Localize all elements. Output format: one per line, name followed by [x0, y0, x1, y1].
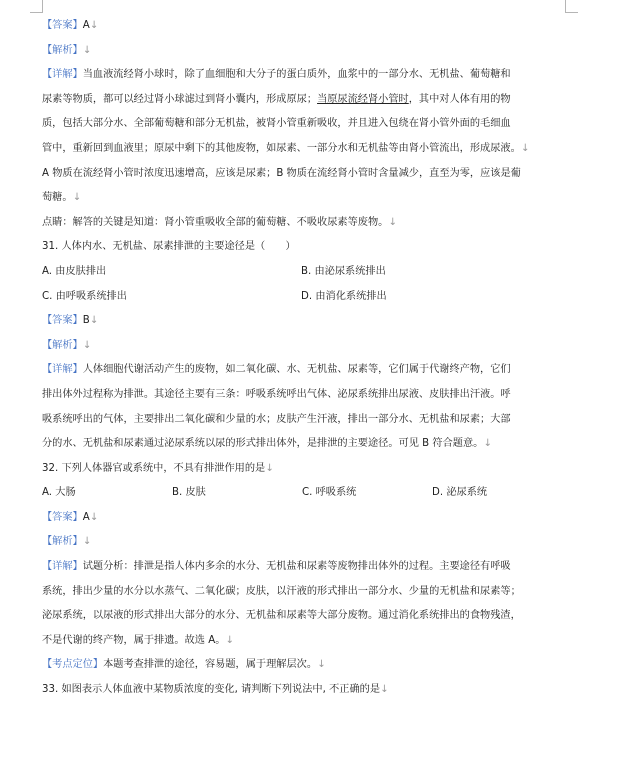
paragraph-line [42, 88, 570, 113]
paragraph-mark: ↓ [265, 462, 274, 474]
detail-line [42, 555, 570, 580]
analysis-line [42, 530, 570, 555]
paragraph-line [42, 629, 570, 654]
paragraph-mark: ↓ [72, 192, 82, 204]
page-corner-mark-top-right [565, 0, 578, 13]
paragraph-line: 质，包括大部分水、全部葡萄糖和部分无机盐，被肾小管重新吸收，并且进入包绕在肾小管外面的毛细血 [42, 118, 511, 130]
detail-tag: 【详解】 [42, 364, 83, 376]
paragraph-mark: ↓ [317, 659, 326, 671]
paragraph-line: 系统，排出少量的水分以水蒸气、二氧化碳；皮肤，以汗液的形式排出一部分水、少量的无机盐和尿素等； [42, 585, 521, 597]
paragraph-line [42, 432, 570, 457]
detail-line [42, 358, 570, 383]
analysis-line [42, 39, 570, 64]
text-segment: 萄糖。 [42, 192, 73, 204]
question-32-stem [42, 457, 570, 482]
analysis-line [42, 334, 570, 359]
question-31-stem: 31. 人体内水、无机盐、尿素排泄的主要途径是（ ） [42, 241, 296, 253]
answer-value: B [82, 315, 90, 327]
paragraph-mark: ↓ [483, 438, 492, 450]
paragraph-line [42, 186, 570, 211]
paragraph-line: 吸系统呼出的气体，主要排出二氧化碳和少量的水；皮肤产生汗液，排出一部分水、无机盐和尿素；大部 [42, 413, 511, 425]
answer-tag: 【答案】 [42, 511, 83, 523]
answer-tag: 【答案】 [42, 20, 83, 31]
paragraph-mark: ↓ [89, 315, 99, 327]
paragraph-mark: ↓ [380, 684, 389, 696]
text-segment: 分的水、无机盐和尿素通过泌尿系统以尿的形式排出体外，是排泄的主要途径。可见 B 符合题意。 [42, 438, 484, 450]
option-b: B. 由泌尿系统排出 [301, 265, 386, 277]
detail-text: 人体细胞代谢活动产生的废物，如二氧化碳、水、无机盐、尿素等，它们属于代谢终产物，它们 [82, 364, 511, 376]
paragraph-mark: ↓ [225, 634, 234, 646]
answer-line [42, 506, 570, 531]
answer-tag: 【答案】 [42, 315, 83, 327]
question-32-options [42, 481, 570, 506]
text-segment: 不是代谢的终产物，属于排遗。故选 A。 [42, 634, 226, 646]
answer-line [42, 309, 570, 334]
option-b: B. 皮肤 [172, 487, 206, 499]
page-corner-mark-top-left [30, 0, 43, 13]
test-point-text: 本题考查排泄的途径，容易题，属于理解层次。 [103, 659, 318, 671]
detail-tag: 【详解】 [42, 561, 83, 573]
question-31-options-row-1 [42, 260, 570, 285]
paragraph-mark: ↓ [89, 511, 99, 523]
option-a: A. 由皮肤排出 [42, 265, 107, 277]
answer-value: A [82, 20, 90, 31]
underlined-text: 当原尿流经肾小管时 [317, 93, 409, 105]
question-text: 32. 下列人体器官或系统中，不具有排泄作用的是 [42, 462, 266, 474]
question-31-options-row-2 [42, 285, 570, 310]
detail-line [42, 63, 570, 88]
question-text: 33. 如图表示人体血液中某物质浓度的变化, 请判断下列说法中, 不正确的是 [42, 684, 381, 696]
paragraph-line [42, 137, 570, 162]
paragraph-mark: ↓ [388, 216, 397, 228]
answer-line [42, 14, 570, 39]
text-segment: ，其中对人体有用的物 [408, 93, 511, 105]
document-body [42, 14, 570, 703]
detail-text: 试题分析：排泄是指人体内多余的水分、无机盐和尿素等废物排出体外的过程。主要途径有呼吸 [82, 561, 511, 573]
detail-text: 当血液流经肾小球时，除了血细胞和大分子的蛋白质外，血浆中的一部分水、无机盐、葡萄糖和 [82, 69, 511, 81]
option-d: D. 泌尿系统 [432, 487, 488, 499]
analysis-tag: 【解析】 [42, 339, 83, 351]
paragraph-mark: ↓ [520, 142, 530, 154]
paragraph-mark: ↓ [89, 20, 99, 31]
test-point-tag: 【考点定位】 [42, 659, 104, 671]
paragraph-mark: ↓ [82, 339, 92, 351]
detail-tag: 【详解】 [42, 69, 83, 81]
question-33-stem [42, 678, 570, 703]
paragraph-line: 排出体外过程称为排泄。其途径主要有三条：呼吸系统呼出气体、泌尿系统排出尿液、皮肤排出汗液。呼 [42, 388, 511, 400]
option-d: D. 由消化系统排出 [301, 290, 387, 302]
test-point-line [42, 653, 570, 678]
tip-line [42, 211, 570, 236]
analysis-tag: 【解析】 [42, 44, 83, 56]
paragraph-mark: ↓ [82, 536, 92, 548]
paragraph-line: A 物质在流经肾小管时浓度迅速增高，应该是尿素；B 物质在流经肾小管时含量减少，直至为零，应该是葡 [42, 167, 521, 179]
analysis-tag: 【解析】 [42, 536, 83, 548]
answer-value: A [82, 511, 90, 523]
text-segment: 管中，重新回到血液里；原尿中剩下的其他废物，如尿素、一部分水和无机盐等由肾小管流出，形成尿液。 [42, 142, 521, 154]
tip-text: 点睛：解答的关键是知道：肾小管重吸收全部的葡萄糖、不吸收尿素等废物。 [42, 216, 389, 228]
option-c: C. 呼吸系统 [302, 487, 357, 499]
option-c: C. 由呼吸系统排出 [42, 290, 127, 302]
paragraph-mark: ↓ [82, 44, 92, 56]
paragraph-line: 泌尿系统，以尿液的形式排出大部分的水分、无机盐和尿素等大部分废物。通过消化系统排出的食物残渣， [42, 610, 521, 622]
text-segment: 尿素等物质，都可以经过肾小球滤过到肾小囊内，形成原尿； [42, 93, 318, 105]
option-a: A. 大肠 [42, 487, 76, 499]
